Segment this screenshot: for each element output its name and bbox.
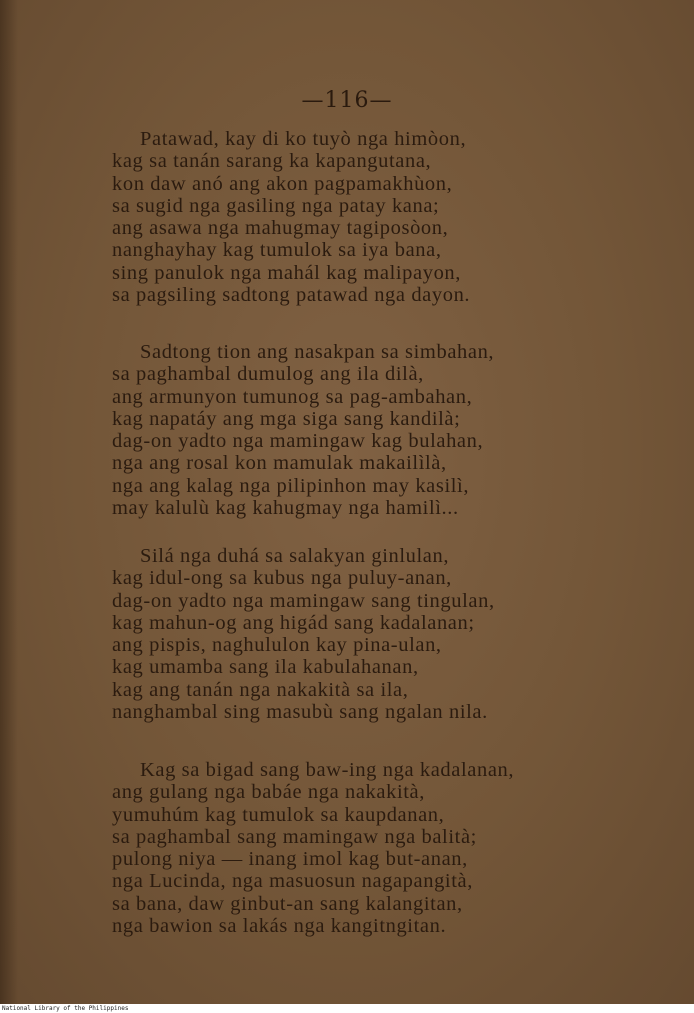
poem-line: sa paghambal sang mamingaw nga balità; [112,825,477,848]
stanza-4 [112,759,612,937]
poem-line: kag mahun-og ang higád sang kadalanan; [112,611,475,634]
poem-line: kag sa tanán sarang ka kapangutana, [112,150,432,173]
page-number: —116— [301,88,393,113]
poem-line: sa sugid nga gasiling nga patay kana; [112,194,440,217]
poem-line: kag umamba sang ila kabulahanan, [112,656,419,679]
poem-line: ang armunyon tumunog sa pag-ambahan, [112,385,473,408]
poem-line: nanghambal sing masubù sang ngalan nila. [112,701,488,724]
poem-line: dag-on yadto nga mamingaw sang tingulan, [112,589,495,612]
poem-line: sa pagsiling sadtong patawad nga dayon. [112,284,471,307]
poem-line: sa paghambal dumulog ang ila dilà, [112,363,424,386]
poem-line: ang gulang nga babáe nga nakakità, [112,781,425,804]
poem-line: kon daw anó ang akon pagpamakhùon, [112,172,453,195]
stanza-2 [112,341,612,519]
poem-line: kag idul-ong sa kubus nga puluy-anan, [112,567,452,590]
poem-line: kag napatáy ang mga siga sang kandilà; [112,407,461,430]
library-credit: National Library of the Philippines [2,1005,129,1012]
stanza-1 [112,128,612,306]
poem-line: Sadtong tion ang nasakpan sa simbahan, [140,341,495,363]
poem-line: nga ang kalag nga pilipinhon may kasilì, [112,474,470,497]
page-edge-shadow [0,0,18,1004]
poem-line: pulong niya — inang imol kag but-anan, [112,848,468,871]
poem-line: may kalulù kag kahugmay nga hamilì... [112,497,459,520]
poem-line: Patawad, kay di ko tuyò nga himòon, [140,128,467,150]
poem-line: nga bawion sa lakás nga kangitngitan. [112,915,447,938]
poem-line: Kag sa bigad sang baw-ing nga kadalanan, [140,759,515,781]
poem-line: Silá nga duhá sa salakyan ginlulan, [140,545,450,567]
poem-line: ang asawa nga mahugmay tagiposòon, [112,217,449,240]
poem-line: nga ang rosal kon mamulak makailìlà, [112,452,447,475]
poem-line: nga Lucinda, nga masuosun nagapangità, [112,870,473,893]
poem-line: kag ang tanán nga nakakità sa ila, [112,678,409,701]
poem-line: yumuhúm kag tumulok sa kaupdanan, [112,803,445,826]
poem-line: nanghayhay kag tumulok sa iya bana, [112,239,442,262]
stanza-3 [112,545,612,723]
poem-line: sa bana, daw ginbut-an sang kalangitan, [112,892,463,915]
poem-line: sing panulok nga mahál kag malipayon, [112,261,461,284]
poem-line: dag-on yadto nga mamingaw kag bulahan, [112,430,484,453]
poem-line: ang pispis, naghululon kay pina-ulan, [112,634,442,657]
